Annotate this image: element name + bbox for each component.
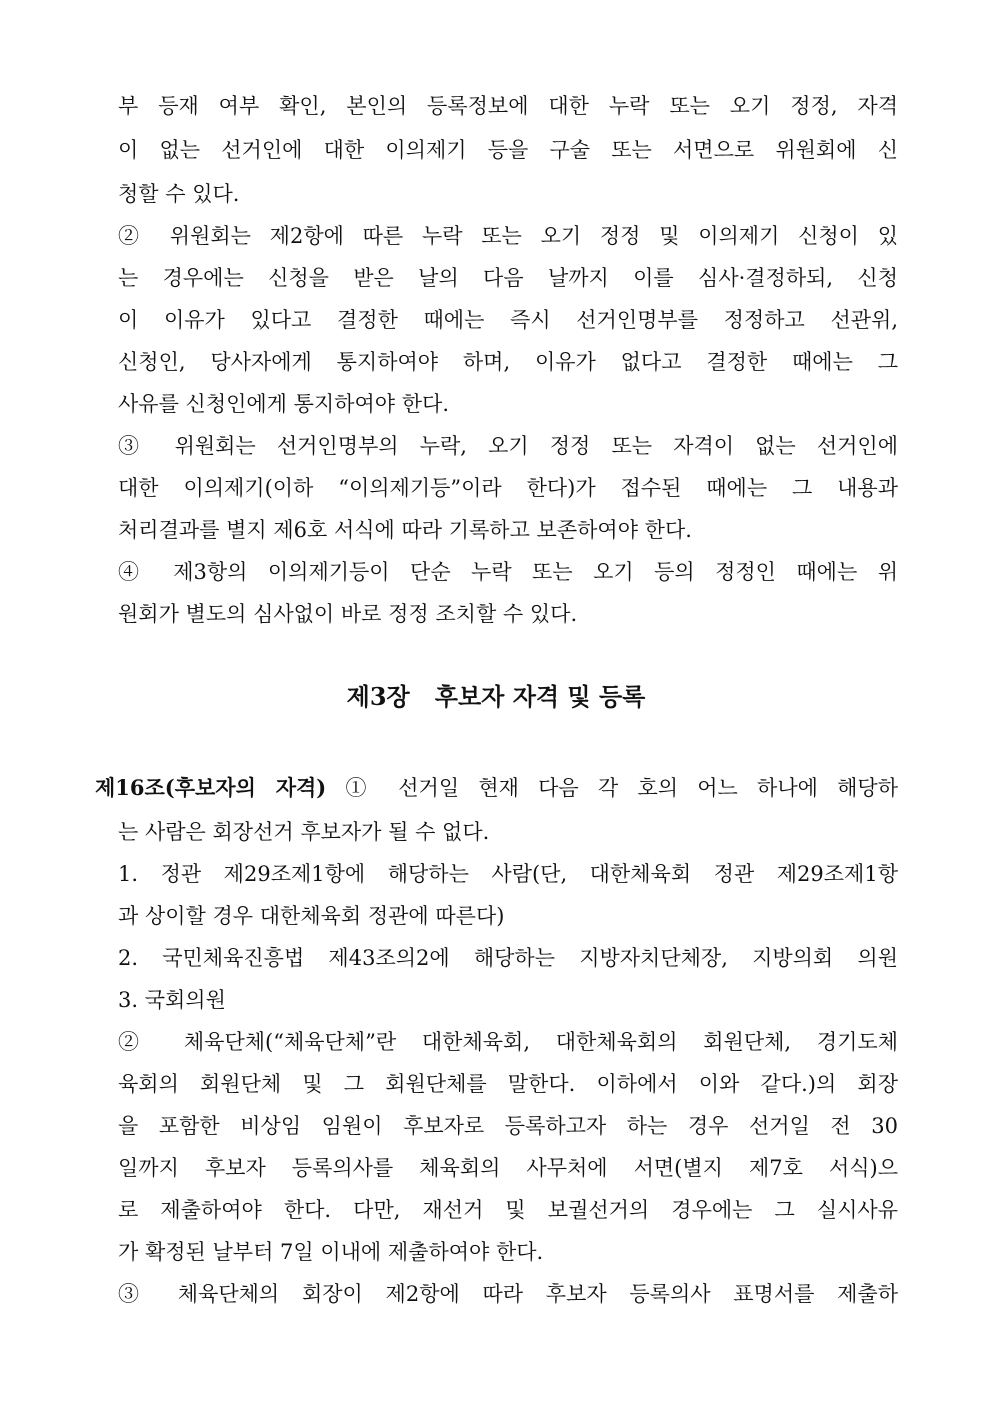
text-line: 로 제출하여야 한다. 다만, 재선거 및 보궐선거의 경우에는 그 실시사유 (118, 1198, 898, 1222)
text-line: 사유를 신청인에게 통지하여야 한다. (118, 392, 449, 416)
text-line: 을 포함한 비상임 임원이 후보자로 등록하고자 하는 경우 선거일 전 30 (118, 1114, 898, 1138)
text-line: 처리결과를 별지 제6호 서식에 따라 기록하고 보존하여야 한다. (118, 518, 692, 542)
text-line: 1. 정관 제29조제1항에 해당하는 사람(단, 대한체육회 정관 제29조제1항 (118, 862, 898, 886)
text-line: 가 확정된 날부터 7일 이내에 제출하여야 한다. (118, 1240, 544, 1264)
text-line: 육회의 회원단체 및 그 회원단체를 말한다. 이하에서 이와 같다.)의 회장 (118, 1072, 898, 1096)
text-line: 이 이유가 있다고 결정한 때에는 즉시 선거인명부를 정정하고 선관위, (118, 308, 898, 332)
text-line: ③ 위원회는 선거인명부의 누락, 오기 정정 또는 자격이 없는 선거인에 (118, 434, 898, 458)
text-line: 원회가 별도의 심사없이 바로 정정 조치할 수 있다. (118, 602, 578, 626)
article-first-line (95, 774, 898, 802)
text-line: 는 사람은 회장선거 후보자가 될 수 없다. (118, 820, 490, 844)
chapter-heading: 제3장 후보자 자격 및 등록 (346, 682, 646, 711)
article-first-line-text: ① 선거일 현재 다음 각 호의 어느 하나에 해당하 (326, 776, 898, 800)
text-line: 신청인, 당사자에게 통지하여야 하며, 이유가 없다고 결정한 때에는 그 (118, 350, 898, 374)
text-line: 청할 수 있다. (118, 182, 240, 206)
text-line: 2. 국민체육진흥법 제43조의2에 해당하는 지방자치단체장, 지방의회 의원 (118, 946, 898, 970)
text-line: 이 없는 선거인에 대한 이의제기 등을 구술 또는 서면으로 위원회에 신 (118, 138, 898, 162)
text-line: 일까지 후보자 등록의사를 체육회의 사무처에 서면(별지 제7호 서식)으 (118, 1156, 898, 1180)
text-line: 부 등재 여부 확인, 본인의 등록정보에 대한 누락 또는 오기 정정, 자격 (118, 94, 898, 118)
text-line: 는 경우에는 신청을 받은 날의 다음 날까지 이를 심사·결정하되, 신청 (118, 266, 898, 290)
text-line: ③ 체육단체의 회장이 제2항에 따라 후보자 등록의사 표명서를 제출하 (118, 1282, 898, 1306)
text-line: 과 상이할 경우 대한체육회 정관에 따른다) (118, 904, 505, 928)
text-line: 3. 국회의원 (118, 988, 226, 1012)
text-line: ④ 제3항의 이의제기등이 단순 누락 또는 오기 등의 정정인 때에는 위 (118, 560, 898, 584)
text-line: ② 체육단체(“체육단체”란 대한체육회, 대한체육회의 회원단체, 경기도체 (118, 1030, 898, 1054)
article-title: 제16조(후보자의 자격) (95, 775, 327, 800)
text-line: ② 위원회는 제2항에 따른 누락 또는 오기 정정 및 이의제기 신청이 있 (118, 224, 898, 248)
text-line: 대한 이의제기(이하 “이의제기등”이라 한다)가 접수된 때에는 그 내용과 (118, 476, 898, 500)
